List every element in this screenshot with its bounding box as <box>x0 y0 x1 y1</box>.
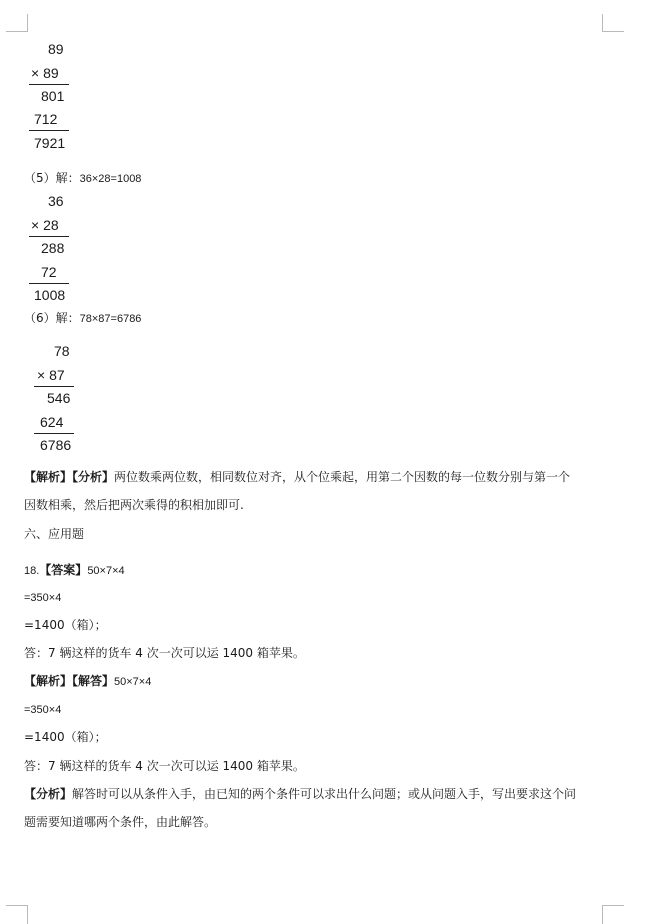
crop-mark <box>6 31 28 32</box>
section-heading: 六、应用题 <box>24 527 85 541</box>
calc-step: =350×4 <box>24 592 62 604</box>
solution-line-5 <box>24 171 141 186</box>
calc-rule <box>29 236 69 237</box>
calc-result: 7921 <box>34 135 66 151</box>
solution-line-6 <box>24 311 141 326</box>
calc-multiplier: × 28 <box>31 217 59 233</box>
crop-mark <box>602 14 603 32</box>
calc-rule <box>29 84 69 85</box>
calc-multiplier: × 89 <box>31 65 59 81</box>
solution-line <box>24 673 151 690</box>
fenxi-paragraph-line: 题需要知道哪两个条件，由此解答。 <box>24 815 217 829</box>
calc-step: =350×4 <box>24 704 62 716</box>
calc-step: =1400（箱）； <box>24 618 107 632</box>
calc-result: 1008 <box>34 287 66 303</box>
question-number: 18. <box>24 565 40 577</box>
crop-mark <box>27 905 28 924</box>
calc-multiplier: × 87 <box>37 367 65 383</box>
calc-partial-product: 801 <box>41 88 65 104</box>
calc-top-number: 78 <box>54 343 70 359</box>
calc-rule <box>29 283 69 284</box>
answer-line <box>24 562 125 579</box>
calc-result: 6786 <box>40 437 72 453</box>
crop-mark <box>27 14 28 32</box>
calc-partial-product: 72 <box>41 264 57 280</box>
crop-mark <box>602 905 624 906</box>
analysis-text: 两位数乘两位数，相同数位对齐，从个位乘起，用第二个因数的每一位数分别与第一个 <box>114 470 571 484</box>
calc-rule <box>34 386 74 387</box>
analysis-paragraph-line: 因数相乘，然后把两次乘得的积相加即可. <box>24 498 244 512</box>
crop-mark <box>602 905 603 924</box>
analysis-tag: 【解析】【分析】 <box>24 470 115 484</box>
crop-mark <box>602 31 624 32</box>
fenxi-paragraph-line <box>24 786 576 802</box>
solution-equation: 36×28=1008 <box>79 173 142 185</box>
calc-partial-product: 546 <box>47 390 71 406</box>
solution-equation: 78×87=6786 <box>79 313 142 325</box>
analysis-paragraph-line <box>24 469 570 485</box>
calc-rule <box>34 433 74 434</box>
answer-expression: 50×7×4 <box>87 565 125 577</box>
answer-tag: 【答案】 <box>39 563 88 577</box>
calc-partial-product: 624 <box>40 414 64 430</box>
calc-top-number: 89 <box>48 41 64 57</box>
calc-rule <box>29 130 69 131</box>
calc-top-number: 36 <box>48 193 64 209</box>
answer-conclusion: 答：7 辆这样的货车 4 次一次可以运 1400 箱苹果。 <box>24 646 305 660</box>
answer-conclusion: 答：7 辆这样的货车 4 次一次可以运 1400 箱苹果。 <box>24 759 305 773</box>
crop-mark <box>6 905 28 906</box>
solution-label: （6）解： <box>24 311 80 325</box>
solution-expression: 50×7×4 <box>114 676 152 688</box>
jiexi-tag: 【解析】【解答】 <box>24 674 115 688</box>
solution-label: （5）解： <box>24 171 80 185</box>
calc-partial-product: 288 <box>41 240 65 256</box>
calc-partial-product: 712 <box>34 111 58 127</box>
fenxi-text: 解答时可以从条件入手，由已知的两个条件可以求出什么问题；或从问题入手，写出要求这个问 <box>72 787 577 801</box>
fenxi-tag: 【分析】 <box>24 787 73 801</box>
calc-step: =1400（箱）； <box>24 730 107 744</box>
